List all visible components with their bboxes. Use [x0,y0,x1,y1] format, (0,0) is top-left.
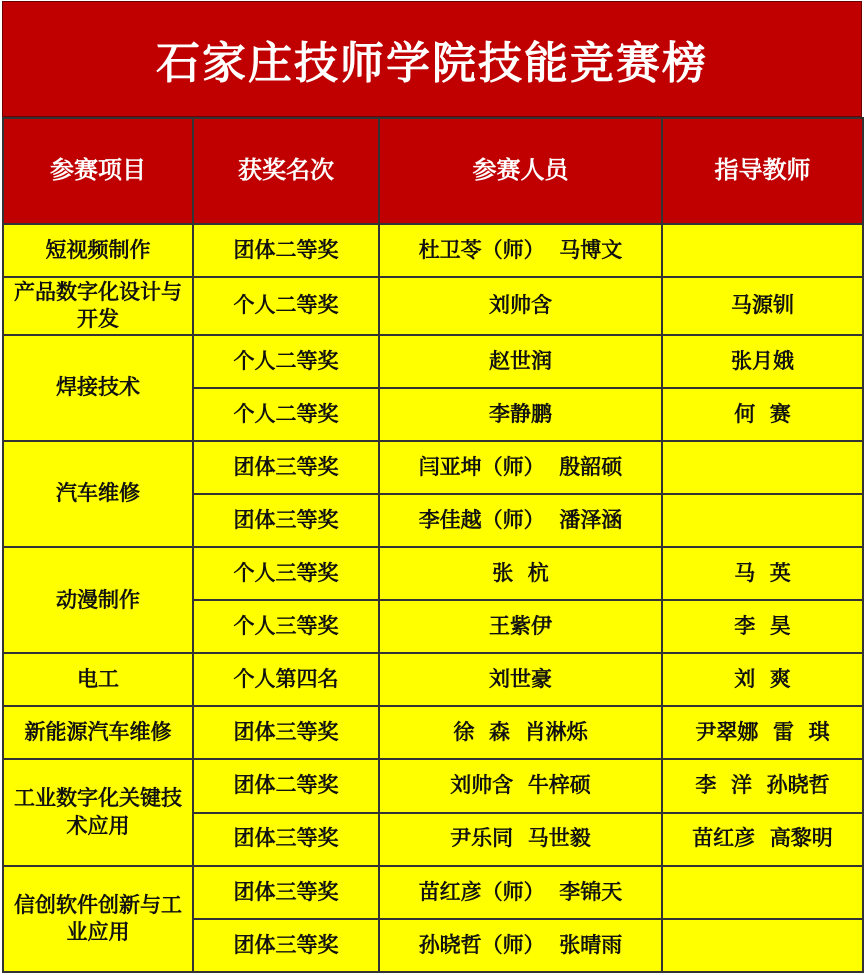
results-table [2,117,864,973]
teacher-cell: 苗红彦 高黎明 [662,813,863,866]
award-cell: 个人第四名 [193,653,379,706]
teacher-cell [662,441,863,494]
members-cell: 尹乐同 马世毅 [379,813,662,866]
results-body [3,224,863,972]
project-name-cell: 短视频制作 [3,224,193,277]
teacher-cell [662,866,863,919]
project-name-cell: 汽车维修 [3,441,193,547]
title-banner [2,1,862,117]
members-cell: 徐 森 肖淋烁 [379,706,662,759]
teacher-cell: 李 洋 孙晓哲 [662,759,863,812]
award-cell: 团体三等奖 [193,919,379,972]
members-cell: 李佳越（师） 潘泽涵 [379,494,662,547]
teacher-cell: 马 英 [662,547,863,600]
project-name-cell: 电工 [3,653,193,706]
table-row [3,706,863,759]
award-cell: 团体三等奖 [193,866,379,919]
award-cell: 团体二等奖 [193,759,379,812]
members-cell: 刘世豪 [379,653,662,706]
project-name-cell: 工业数字化关键技术应用 [3,759,193,865]
members-cell: 李静鹏 [379,388,662,441]
header-row [3,118,863,224]
award-cell: 个人二等奖 [193,277,379,335]
award-cell: 团体三等奖 [193,494,379,547]
teacher-cell: 张月娥 [662,335,863,388]
teacher-cell: 何 赛 [662,388,863,441]
table-row [3,866,863,919]
table-row [3,547,863,600]
teacher-cell: 刘 爽 [662,653,863,706]
header-project: 参赛项目 [3,118,193,224]
table-row [3,277,863,335]
award-cell: 个人三等奖 [193,600,379,653]
teacher-cell [662,919,863,972]
members-cell: 孙晓哲（师） 张晴雨 [379,919,662,972]
teacher-cell: 李 昊 [662,600,863,653]
table-row [3,335,863,388]
table-row [3,224,863,277]
page-title: 石家庄技师学院技能竞赛榜 [156,38,708,89]
table-row [3,441,863,494]
award-cell: 团体二等奖 [193,224,379,277]
award-cell: 个人三等奖 [193,547,379,600]
teacher-cell [662,494,863,547]
teacher-cell: 马源钏 [662,277,863,335]
header-award: 获奖名次 [193,118,379,224]
project-name-cell: 产品数字化设计与开发 [3,277,193,335]
award-cell: 团体三等奖 [193,441,379,494]
award-cell: 团体三等奖 [193,813,379,866]
members-cell: 苗红彦（师） 李锦天 [379,866,662,919]
members-cell: 张 杭 [379,547,662,600]
award-board [2,1,862,973]
project-name-cell: 信创软件创新与工业应用 [3,866,193,972]
members-cell: 闫亚坤（师） 殷韶硕 [379,441,662,494]
members-cell: 刘帅含 牛梓硕 [379,759,662,812]
members-cell: 刘帅含 [379,277,662,335]
award-cell: 个人二等奖 [193,335,379,388]
members-cell: 王紫伊 [379,600,662,653]
teacher-cell [662,224,863,277]
project-name-cell: 焊接技术 [3,335,193,441]
members-cell: 杜卫苓（师） 马博文 [379,224,662,277]
table-row [3,653,863,706]
header-members: 参赛人员 [379,118,662,224]
teacher-cell: 尹翠娜 雷 琪 [662,706,863,759]
members-cell: 赵世润 [379,335,662,388]
table-row [3,759,863,812]
project-name-cell: 动漫制作 [3,547,193,653]
award-cell: 个人二等奖 [193,388,379,441]
project-name-cell: 新能源汽车维修 [3,706,193,759]
header-teacher: 指导教师 [662,118,863,224]
award-cell: 团体三等奖 [193,706,379,759]
